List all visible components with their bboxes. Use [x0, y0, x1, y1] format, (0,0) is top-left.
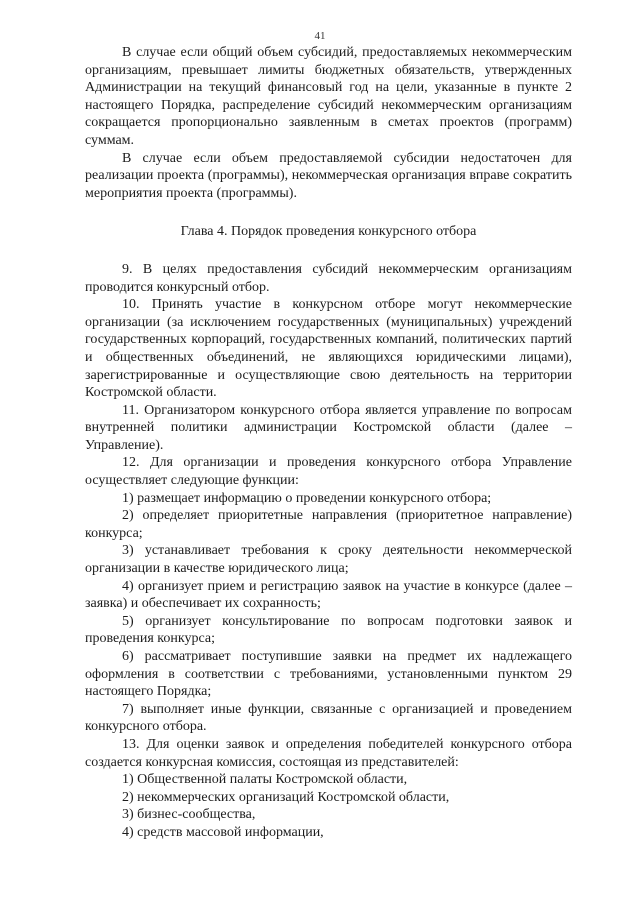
paragraph-item-10: 10. Принять участие в конкурсном отборе могут некоммерческие организации (за исключением государственных (муниципальных) учреждений государственных корпораций, государственных компаний, политических партий и общественных объединений, не являющихся юридическими лицами), зарегистрированные и осуществляющие свою деятельность на территории Костромской области.	[85, 297, 572, 401]
paragraph-subsidy-reduction: В случае если общий объем субсидий, предоставляемых некоммерческим организациям, превышает лимиты бюджетных обязательств, утвержденных Администрации на текущий финансовый год на цели, указанные в пункте 2 настоящего Порядка, распределение субсидий некоммерческим организациям сокращается пропорционально заявленным в сметах проектов (программ) суммам.	[85, 45, 572, 148]
paragraph-item-12: 12. Для организации и проведения конкурсного отбора Управление осуществляет следующие функции:	[85, 455, 572, 489]
list-item-12-2: 2) определяет приоритетные направления (приоритетное направление) конкурса;	[85, 508, 572, 541]
list-item-12-3: 3) устанавливает требования к сроку деятельности некоммерческой организации в качестве юридического лица;	[85, 543, 572, 577]
list-item-13-3: 3) бизнес-сообщества,	[122, 807, 256, 823]
paragraph-item-11: 11. Организатором конкурсного отбора является управление по вопросам внутренней политики администрации Костромской области (далее – Управление).	[85, 402, 572, 453]
list-item-12-6: 6) рассматривает поступившие заявки на предмет их надлежащего оформления в соответствии с требованиями, установленными пунктом 29 настоящего Порядка;	[85, 649, 572, 700]
paragraph-item-9: 9. В целях предоставления субсидий некоммерческим организациям проводится конкурсный отбор.	[85, 261, 572, 295]
list-item-13-2: 2) некоммерческих организаций Костромской области,	[122, 789, 450, 805]
list-item-12-4: 4) организует прием и регистрацию заявок на участие в конкурсе (далее – заявка) и обеспечивает их сохранность;	[85, 578, 572, 612]
list-item-12-5: 5) организует консультирование по вопросам подготовки заявок и проведения конкурса;	[85, 613, 572, 647]
page-number: 41	[314, 30, 326, 42]
list-item-13-4: 4) средств массовой информации,	[122, 824, 324, 840]
document-body	[85, 44, 572, 842]
list-item-12-1: 1) размещает информацию о проведении конкурсного отбора;	[122, 490, 492, 506]
list-item-13-1: 1) Общественной палаты Костромской области,	[122, 772, 408, 788]
paragraph-subsidy-insufficient: В случае если объем предоставляемой субсидии недостаточен для реализации проекта (программы), некоммерческая организация вправе сократить мероприятия проекта (программы).	[85, 150, 572, 201]
chapter-title: Глава 4. Порядок проведения конкурсного отбора	[180, 224, 477, 240]
list-item-12-7: 7) выполняет иные функции, связанные с организацией и проведением конкурсного отбора.	[85, 701, 572, 735]
paragraph-item-13: 13. Для оценки заявок и определения победителей конкурсного отбора создается конкурсная комиссия, состоящая из представителей:	[85, 736, 572, 770]
